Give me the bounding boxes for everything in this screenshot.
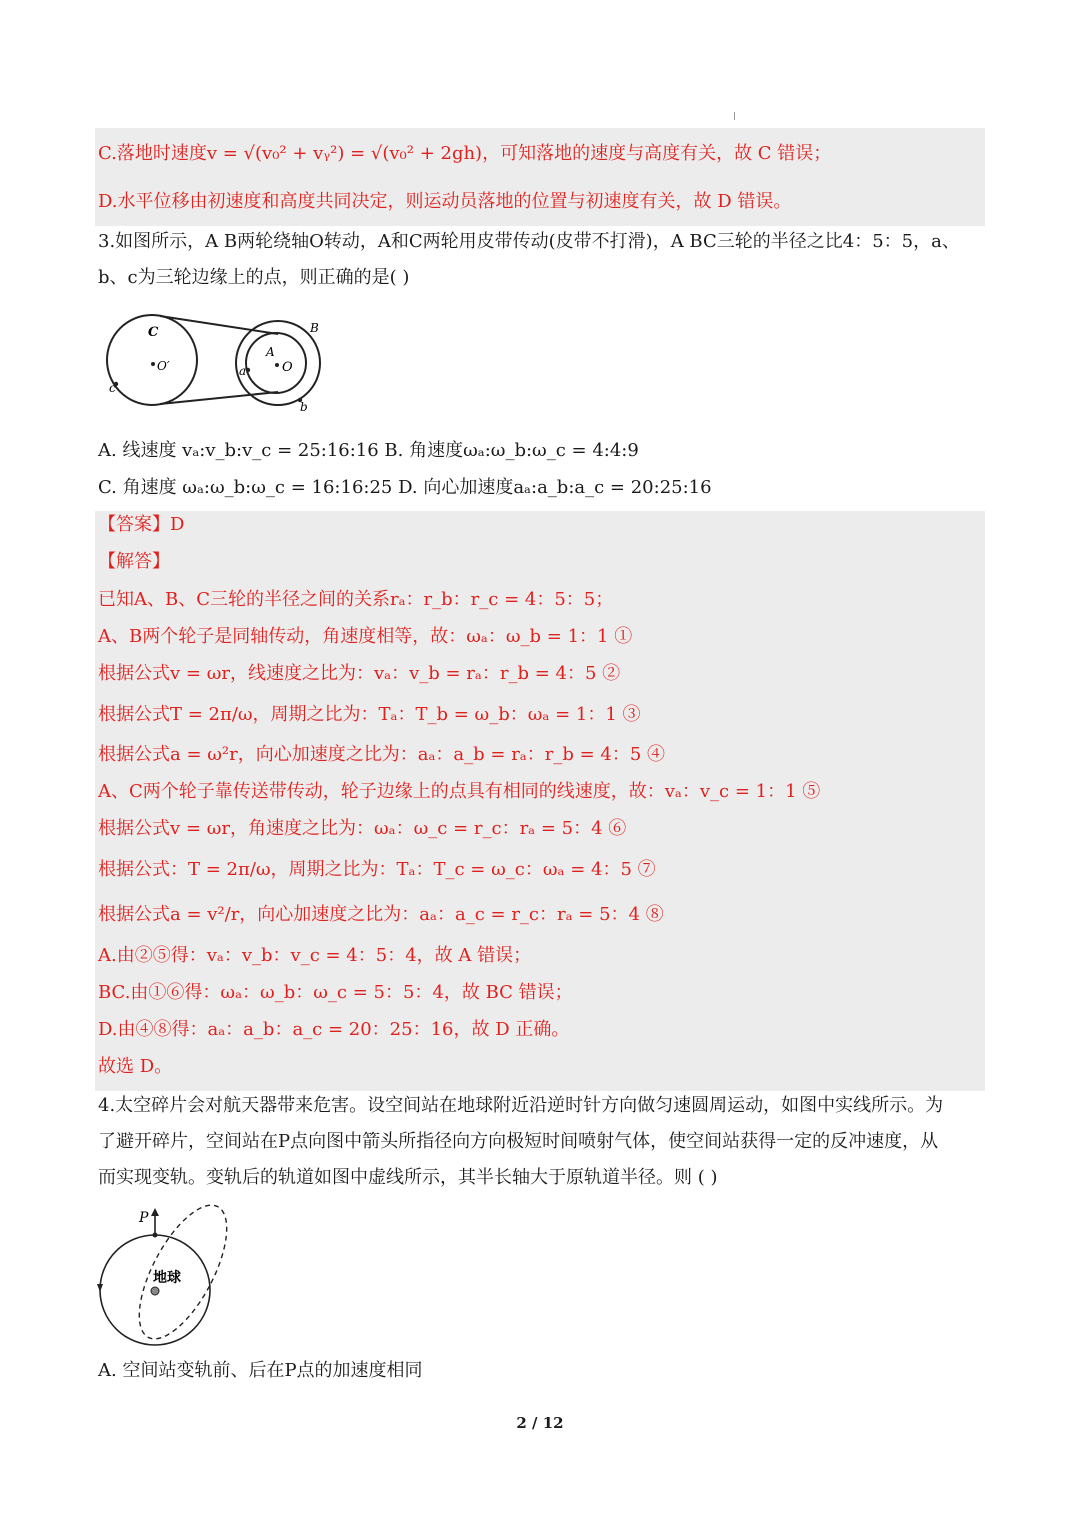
answer-line: 【答案】D xyxy=(98,514,185,535)
prev-answer-line-c: C.落地时速度v = √(v₀² + vᵧ²) = √(v₀² + 2gh)，可知落地的速度与高度有关，故 C 错误； xyxy=(98,143,832,164)
label-p: P xyxy=(139,1210,149,1226)
label-b-wheel: B xyxy=(310,321,319,335)
q3-stem-line-1: 3.如图所示，A B两轮绕轴O转动，A和C两轮用皮带传动(皮带不打滑)，A BC三轮的半径之比4：5：5，a、 xyxy=(98,231,960,252)
label-earth: 地球 xyxy=(153,1270,181,1286)
q3-options-row-2: C. 角速度 ωₐ:ω_b:ω_c = 16:16:25 D. 向心加速度aₐ:a_b:a_c = 20:25:16 xyxy=(98,477,712,498)
label-o: O xyxy=(282,360,293,375)
header-tick-mark xyxy=(734,112,735,120)
q3-pulley-figure xyxy=(100,308,340,418)
answer-line: D.由④⑧得：aₐ：a_b：a_c = 20：25：16，故 D 正确。 xyxy=(98,1019,570,1040)
point-p-dot xyxy=(153,1233,158,1238)
label-point-b: b xyxy=(300,400,308,414)
page-number: 2 / 12 xyxy=(516,1414,564,1432)
axis-o-prime-dot xyxy=(151,362,155,366)
answer-line: A、B两个轮子是同轴传动，角速度相等，故：ωₐ：ω_b = 1：1 ① xyxy=(98,626,633,647)
q3-options-row-1: A. 线速度 vₐ:v_b:v_c = 25:16:16 B. 角速度ωₐ:ω_b:ω_c = 4:4:9 xyxy=(98,440,639,461)
prev-answer-line-d: D.水平位移由初速度和高度共同决定，则运动员落地的位置与初速度有关，故 D 错误。 xyxy=(98,191,792,212)
answer-line: 【解答】 xyxy=(98,551,170,572)
answer-line: A.由②⑤得：vₐ：v_b：v_c = 4：5：4，故 A 错误； xyxy=(98,945,532,966)
label-c-wheel: C xyxy=(148,325,159,340)
answer-line: 根据公式a = v²/r，向心加速度之比为：aₐ：a_c = r_c：rₐ = 5：4 ⑧ xyxy=(98,904,664,925)
label-o-prime: O′ xyxy=(157,359,170,373)
answer-line: 已知A、B、C三轮的半径之间的关系rₐ：r_b：r_c = 4：5：5； xyxy=(98,589,614,610)
answer-line: 根据公式v = ωr，角速度之比为：ωₐ：ω_c = r_c：rₐ = 5：4 ⑥ xyxy=(98,818,627,839)
wheel-a-circle xyxy=(246,333,306,393)
earth-dot xyxy=(151,1287,159,1295)
answer-line: 根据公式a = ω²r，向心加速度之比为：aₐ：a_b = rₐ：r_b = 4：5 ④ xyxy=(98,744,666,765)
axis-o-dot xyxy=(275,363,279,367)
thrust-arrow-head xyxy=(151,1208,159,1216)
answer-line: 根据公式：T = 2π/ω，周期之比为：Tₐ：T_c = ω_c：ωₐ = 4：5 ⑦ xyxy=(98,859,656,880)
label-a-wheel: A xyxy=(266,345,275,359)
answer-line: 故选 D。 xyxy=(98,1056,173,1077)
q4-stem-line-3: 而实现变轨。变轨后的轨道如图中虚线所示，其半长轴大于原轨道半径。则 ( ) xyxy=(98,1167,718,1188)
answer-line: 根据公式v = ωr，线速度之比为：vₐ：v_b = rₐ：r_b = 4：5 ② xyxy=(98,663,621,684)
q4-option-a: A. 空间站变轨前、后在P点的加速度相同 xyxy=(98,1360,423,1381)
q3-stem-line-2: b、c为三轮边缘上的点，则正确的是( ) xyxy=(98,267,410,288)
answer-line: BC.由①⑥得：ωₐ：ω_b：ω_c = 5：5：4，故 BC 错误； xyxy=(98,982,573,1003)
answer-line: 根据公式T = 2π/ω，周期之比为：Tₐ：T_b = ω_b：ωₐ = 1：1 ③ xyxy=(98,704,641,725)
point-a-dot xyxy=(246,368,250,372)
answer-line: A、C两个轮子靠传送带传动，轮子边缘上的点具有相同的线速度，故：vₐ：v_c = 1：1 ⑤ xyxy=(98,781,821,802)
q4-stem-line-1: 4.太空碎片会对航天器带来危害。设空间站在地球附近沿逆时针方向做匀速圆周运动，如图中实线所示。为 xyxy=(98,1095,944,1116)
label-point-c: c xyxy=(109,381,116,395)
label-point-a: a xyxy=(239,364,247,378)
orbit-direction-arrow xyxy=(97,1284,103,1292)
q4-orbit-figure xyxy=(95,1200,235,1350)
q4-stem-line-2: 了避开碎片，空间站在P点向图中箭头所指径向方向极短时间喷射气体，使空间站获得一定的反冲速度，从 xyxy=(98,1131,939,1152)
